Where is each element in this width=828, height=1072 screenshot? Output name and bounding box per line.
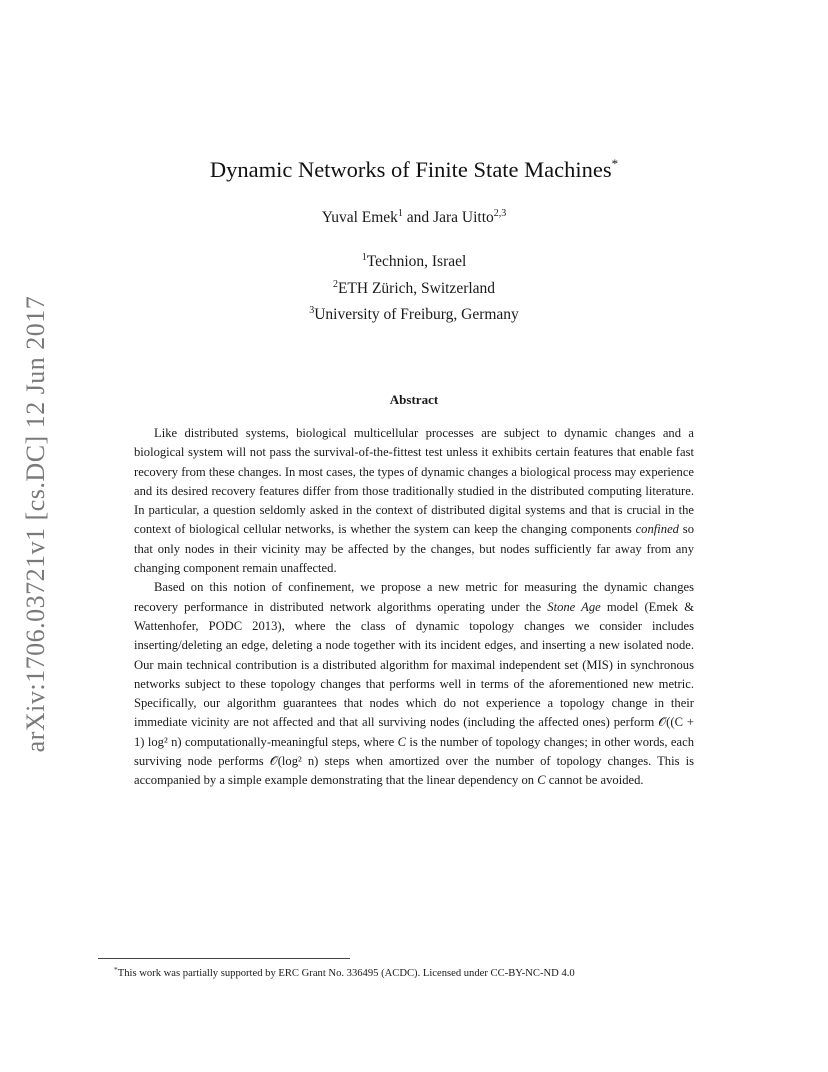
abstract-text: Based on this notion of confinement, we propose a new metric for measuring the dynamic changes recovery performance in distributed network algorithms operating under the [134,580,694,614]
affiliation-name: Technion, Israel [366,253,467,270]
author-affiliation-marker: 2,3 [493,208,507,219]
affiliation-name: University of Freiburg, Germany [314,306,519,323]
affiliation-item [0,274,828,301]
affiliation-name: ETH Zürich, Switzerland [337,279,496,297]
affiliation-marker: 2 [332,278,338,290]
arxiv-identifier: arXiv:1706.03721v1 [cs.DC] 12 Jun 2017 [21,295,50,753]
math-variable: C [397,734,406,749]
abstract-text: model (Emek & Wattenhofer, PODC 2013), where the class of dynamic topology changes we consider includes inserting/deleting an edge, deleting a node together with its incident edges, and inserting a new isolated node. Our main technical contribution is a distributed algorithm for maximal independent set (MIS) in synchronous networks subject to these topology changes that performs well in terms of the aforementioned new metric. Specifically, our algorithm guarantees that nodes which do not experience a topology change in their immediate vicinity are not affected and that all surviving nodes (including the affected ones) perform 𝒪((C + 1) log² n) computationally-meaningful steps, where [134,599,694,749]
affiliation-item [0,300,828,327]
author-affiliation-marker: 1 [397,208,403,219]
abstract-emphasis: Stone Age [547,599,601,614]
abstract-text: is the number of topology changes; in other words, each surviving node performs 𝒪(log² n) steps when amortized over the number of topology changes. This is accompanied by a simple example demonstrating that the linear dependency on [134,734,694,788]
abstract-paragraph-2 [134,578,694,790]
abstract-emphasis: confined [635,522,679,537]
author-name: Yuval Emek [321,209,398,226]
affiliation-marker: 3 [309,305,315,316]
abstract-text: Like distributed systems, biological multicellular processes are subject to dynamic changes and a biological system will not pass the survival-of-the-fittest test unless it exhibits certain features that enable fast recovery from these changes. In most cases, the types of dynamic changes a biological process may experience and its desired recovery features differ from those traditionally studied in the distributed computing literature. In particular, a question seldomly asked in the context of distributed digital systems and that is crucial in the context of biological cellular networks, is whether the system can keep the changing components [134,426,694,537]
footnote-text: This work was partially supported by ERC Grant No. 336495 (ACDC). Licensed under CC-BY-NC-ND 4.0 [117,968,575,979]
abstract-paragraph-1 [134,424,694,578]
paper-title-text: Dynamic Networks of Finite State Machines [209,157,612,182]
paper-title [0,156,828,183]
author-name: Jara Uitto [433,209,494,226]
footnote [114,963,734,981]
author-joiner: and [402,209,434,226]
footnote-divider [98,958,350,959]
abstract-text: cannot be avoided. [545,773,644,788]
affiliation-marker: 1 [361,252,367,263]
affiliation-item [0,247,828,274]
abstract-heading: Abstract [389,392,439,407]
author-list [0,208,828,227]
abstract-body [134,424,694,791]
math-variable: C [537,773,546,788]
abstract-text: so that only nodes in their vicinity may be affected by the changes, but nodes sufficiently far away from any changing component remain unaffected. [134,522,694,576]
footnote-marker: * [114,965,118,974]
affiliation-list [0,247,828,327]
title-footnote-marker: * [611,156,619,171]
